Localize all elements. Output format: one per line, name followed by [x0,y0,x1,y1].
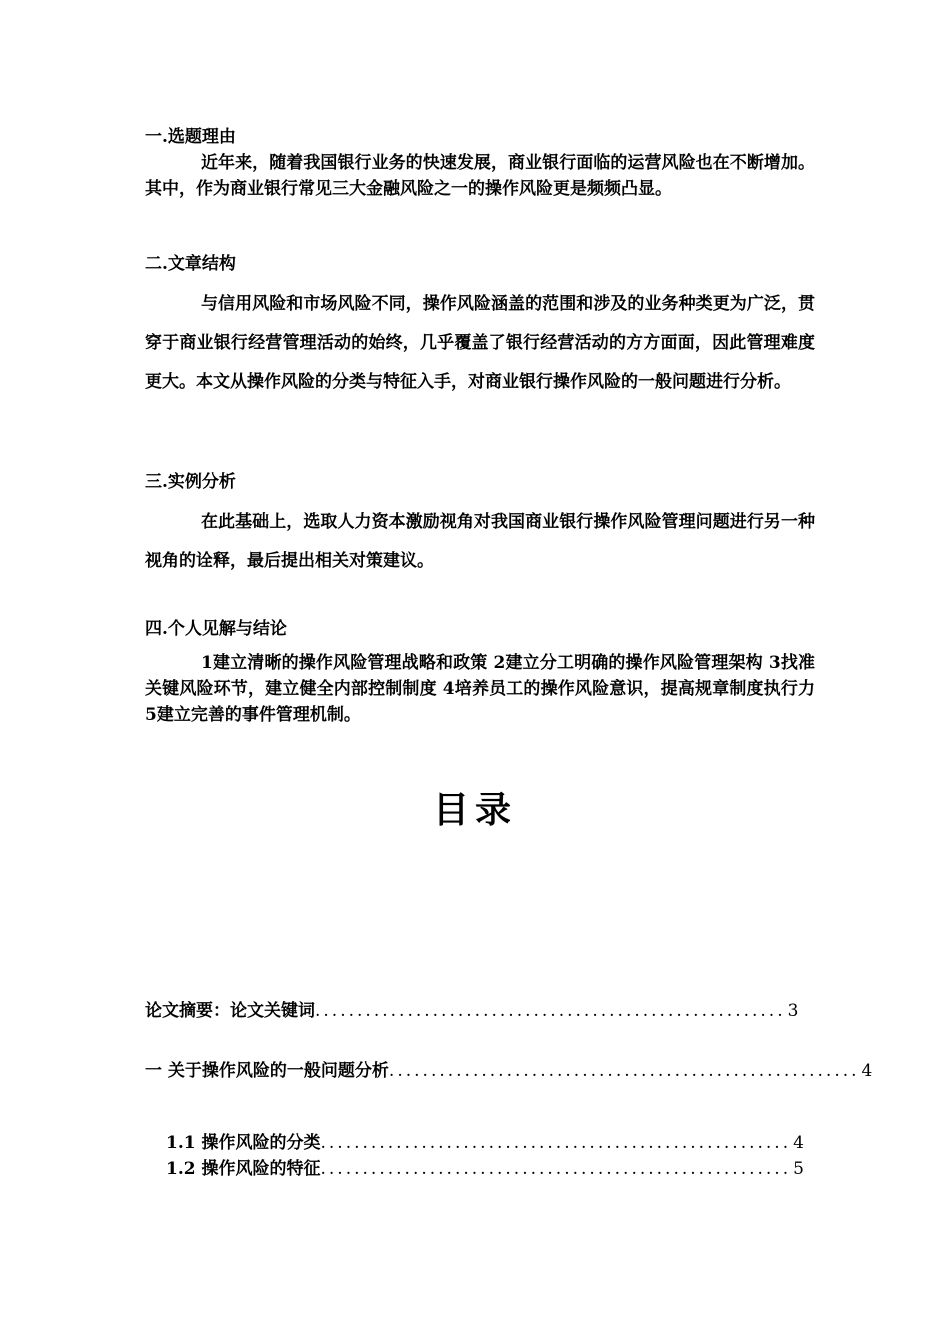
section-heading: 一.选题理由 [145,127,236,147]
section-conclusion [145,616,815,728]
section-heading: 三.实例分析 [145,472,236,492]
section-article-structure [145,251,815,402]
toc-entry-page: 3 [787,1001,799,1021]
toc-entry-label: 1.1 操作风险的分类 [166,1133,321,1153]
toc-entry-page: 5 [793,1159,804,1179]
section-case-analysis [145,469,815,581]
section-heading: 四.个人见解与结论 [145,619,287,639]
section-body: 1建立清晰的操作风险管理战略和政策 2建立分工明确的操作风险管理架构 3找准关键风险环节，建立健全内部控制制度 4培养员工的操作风险意识，提高规章制度执行力 5建立完善的事件管理机制。 [145,653,815,725]
section-body: 在此基础上，选取人力资本激励视角对我国商业银行操作风险管理问题进行另一种视角的诠释，最后提出相关对策建议。 [145,512,815,571]
toc-entry[interactable] [166,1131,804,1155]
toc-title: 目录 [432,789,517,831]
section-topic-reason [145,124,815,202]
toc-entry[interactable] [145,999,799,1023]
section-heading: 二.文章结构 [145,254,236,274]
toc-entry-page: 4 [793,1133,804,1153]
toc-entry[interactable] [166,1157,804,1181]
toc-leader-dots: ........................................................ [320,1133,792,1153]
toc-entry-label: 1.2 操作风险的特征 [166,1159,321,1179]
toc-entry-label: 一 关于操作风险的一般问题分析 [145,1061,389,1081]
toc-entry-page: 4 [861,1061,873,1081]
section-body: 与信用风险和市场风险不同，操作风险涵盖的范围和涉及的业务种类更为广泛，贯穿于商业银行经营管理活动的始终，几乎覆盖了银行经营活动的方方面面，因此管理难度更大。本文从操作风险的分类与特征入手，对商业银行操作风险的一般问题进行分析。 [145,294,815,392]
toc-entry-label: 论文摘要：论文关键词 [145,1001,315,1021]
toc-leader-dots: ........................................................ [315,1001,786,1021]
toc-leader-dots: ........................................................ [388,1061,860,1081]
toc-leader-dots: ........................................................ [320,1159,792,1179]
toc-entry[interactable] [145,1059,873,1083]
section-body: 近年来，随着我国银行业务的快速发展，商业银行面临的运营风险也在不断增加。其中，作为商业银行常见三大金融风险之一的操作风险更是频频凸显。 [145,153,815,199]
